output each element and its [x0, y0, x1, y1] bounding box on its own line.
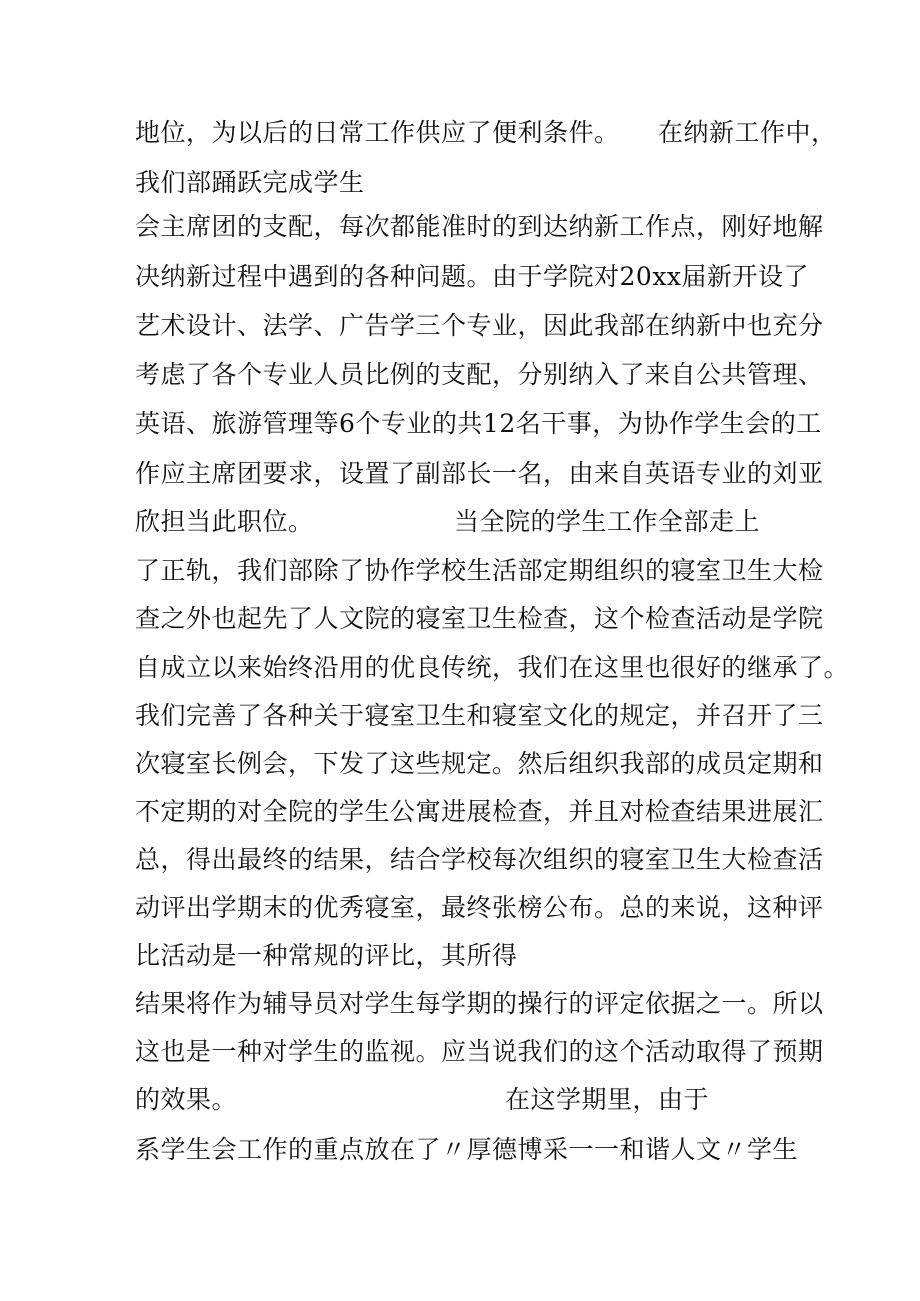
- text-line: 动评出学期末的优秀寝室，最终张榜公布。总的来说，这种评: [135, 893, 824, 922]
- text-line: 了正轨，我们部除了协作学校生活部定期组织的寝室卫生大检: [135, 556, 824, 585]
- text-line: 自成立以来始终沿用的优良传统，我们在这里也很好的继承了。: [135, 653, 850, 682]
- text-line: 查之外也起先了人文院的寝室卫生检查，这个检查活动是学院: [135, 604, 824, 633]
- text-line: 比活动是一种常规的评比，其所得: [135, 941, 518, 970]
- text-line: 我们完善了各种关于寝室卫生和寝室文化的规定，并召开了三: [135, 701, 824, 730]
- text-line: 我们部踊跃完成学生: [135, 168, 365, 197]
- text-line: 英语、旅游管理等6个专业的共12名干事，为协作学生会的工: [135, 409, 822, 438]
- text-line: 会主席团的支配，每次都能准时的到达纳新工作点，刚好地解: [135, 212, 824, 241]
- text-line: 不定期的对全院的学生公寓进展检查，并且对检查结果进展汇: [135, 797, 824, 826]
- text-line: 的效果。 在这学期里，由于: [135, 1085, 710, 1114]
- text-line: 艺术设计、法学、广告学三个专业，因此我部在纳新中也充分: [135, 311, 824, 340]
- text-line: 决纳新过程中遇到的各种问题。由于学院对20xx届新开设了: [135, 262, 810, 291]
- text-line: 地位，为以后的日常工作供应了便利条件。 在纳新工作中，: [135, 118, 837, 147]
- text-line: 这也是一种对学生的监视。应当说我们的这个活动取得了预期: [135, 1037, 824, 1066]
- text-line: 结果将作为辅导员对学生每学期的操行的评定依据之一。所以: [135, 989, 824, 1018]
- text-line: 欣担当此职位。 当全院的学生工作全部走上: [135, 507, 761, 536]
- text-line: 考虑了各个专业人员比例的支配，分别纳入了来自公共管理、: [135, 360, 824, 389]
- text-line: 系学生会工作的重点放在了〃厚德博采一一和谐人文〃学生: [135, 1135, 799, 1164]
- text-line: 总，得出最终的结果，结合学校每次组织的寝室卫生大检查活: [135, 845, 824, 874]
- text-line: 次寝室长例会，下发了这些规定。然后组织我部的成员定期和: [135, 749, 824, 778]
- text-line: 作应主席团要求，设置了副部长一名，由来自英语专业的刘亚: [135, 459, 824, 488]
